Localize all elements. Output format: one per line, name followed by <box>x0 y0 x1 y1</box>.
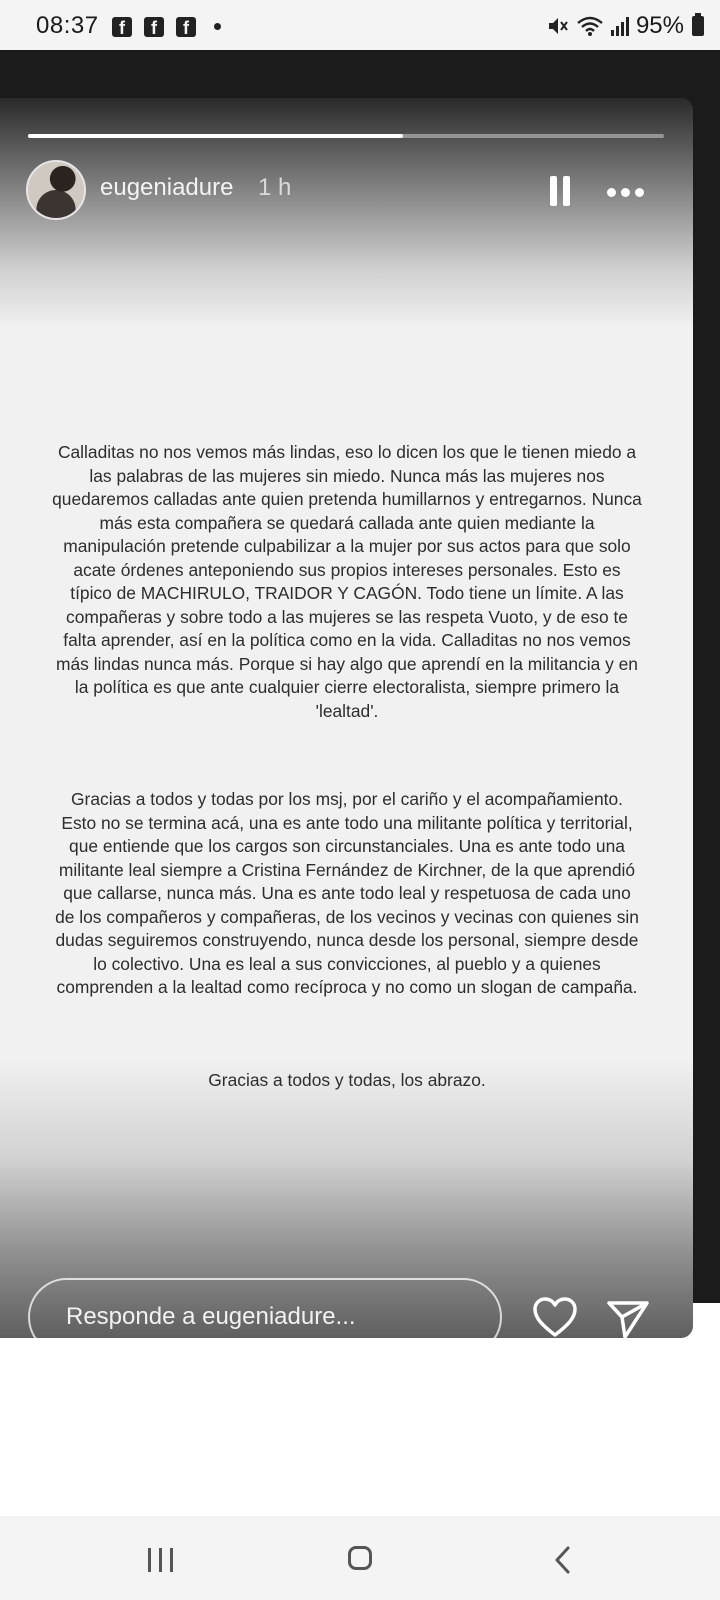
battery-percentage: 95% <box>635 12 684 39</box>
story-paragraph: Gracias a todos y todas por los msj, por el cariño y el acompañamiento. Esto no se termina acá, una es ante todo una militante política y territorial, que entiende que los cargos son circunstanciales. Una es ante todo una militante leal siempre a Cristina Fernández de Kirchner, de la que aprendió que callarse, nunca más. Una es ante todo leal y respetuosa de cada uno de los compañeros y compañeras, de los vecinos y vecinas con quienes sin dudas seguiremos construyendo, nunca desde los personal, siempre desde lo colectivo. Una es leal a sus convicciones, al pueblo y a quienes comprenden a la lealtad como recíproca y no como un slogan de campaña. <box>55 789 639 997</box>
notification-dot-icon <box>214 23 221 30</box>
app-backdrop <box>0 50 720 1303</box>
dot-icon <box>635 188 644 197</box>
status-right <box>546 12 704 40</box>
heart-icon[interactable] <box>532 1296 578 1338</box>
story-progress-bar <box>28 134 664 138</box>
pause-icon <box>550 176 557 206</box>
facebook-icon: f <box>144 17 164 37</box>
mute-icon <box>546 15 570 37</box>
status-time: 08:37 <box>36 12 99 39</box>
recents-icon <box>159 1548 162 1572</box>
avatar[interactable] <box>26 160 86 220</box>
dot-icon <box>621 188 630 197</box>
story-paragraph: Calladitas no nos vemos más lindas, eso lo dicen los que le tienen miedo a las palabras de las mujeres sin miedo. Nunca más las mujeres nos quedaremos calladas ante quien pretenda humillarnos y entregarnos. Nunca más esta compañera se quedará callada ante quien mediante la manipulación pretende culpabilizar a la mujer por sus actos para que solo acate órdenes anteponiendo sus propios intereses personales. Esto es típico de MACHIRULO, TRAIDOR Y CAGÓN. Todo tiene un límite. A las compañeras y sobre todo a las mujeres se las respeta Vuoto, y de eso te falta aprender, así en la política como en la vida. Calladitas no nos vemos más lindas nunca más. Porque si hay algo que aprendí en la militancia y en la política es que ante cualquier cierre electoralista, siempre primero la 'lealtad'. <box>52 442 642 721</box>
back-button[interactable] <box>552 1546 574 1574</box>
facebook-icon: f <box>112 17 132 37</box>
navigation-bar <box>0 1516 720 1600</box>
story-card[interactable] <box>0 98 693 1338</box>
recent-apps-button[interactable] <box>148 1548 174 1572</box>
recents-icon <box>148 1548 151 1572</box>
wifi-icon <box>576 15 604 37</box>
pause-icon <box>563 176 570 206</box>
home-button[interactable] <box>348 1546 372 1570</box>
more-options-button[interactable] <box>607 188 644 197</box>
reply-input[interactable] <box>28 1278 502 1338</box>
story-timestamp: 1 h <box>258 174 292 201</box>
story-progress-fill <box>28 134 403 138</box>
send-icon[interactable] <box>606 1296 650 1338</box>
battery-icon <box>692 16 704 36</box>
facebook-icon: f <box>176 17 196 37</box>
story-username[interactable]: eugeniadure <box>100 174 234 201</box>
story-paragraph: Gracias a todos y todas, los abrazo. <box>208 1070 486 1090</box>
status-bar <box>0 0 720 50</box>
signal-icon <box>610 15 630 37</box>
recents-icon <box>170 1548 173 1572</box>
pause-button[interactable] <box>550 176 574 206</box>
dot-icon <box>607 188 616 197</box>
